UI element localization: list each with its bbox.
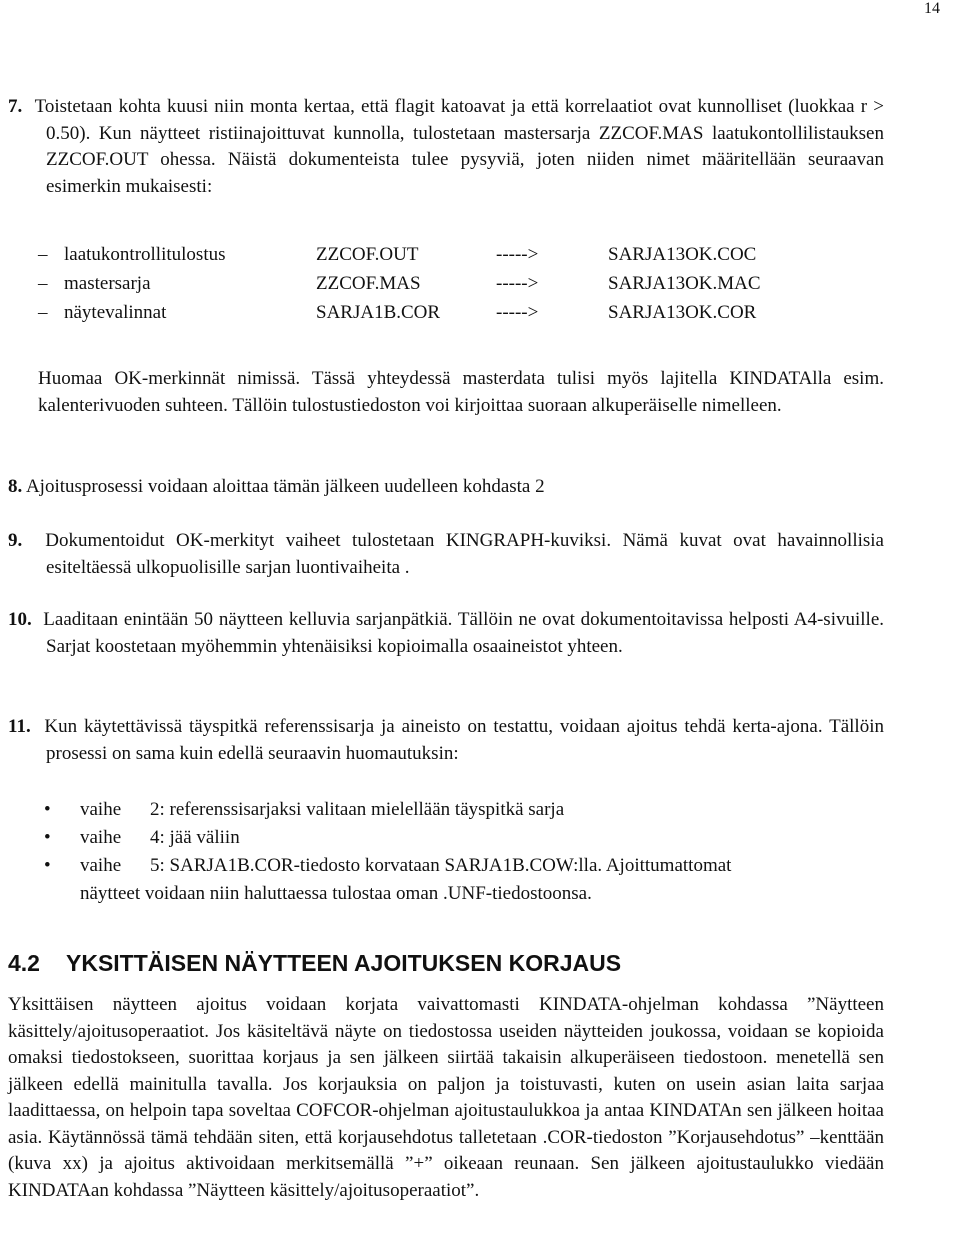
file-label: laatukontrollitulostus [64,244,226,265]
bullet-word: vaihe [80,855,122,876]
file-source: ZZCOF.MAS [316,273,421,294]
file-arrow: -----> [496,302,539,323]
step-9-text: Dokumentoidut OK-merkityt vaiheet tulostetaan KINGRAPH-kuviksi. Nämä kuvat ovat havainnollisia esiteltäessä ulkopuolisille sarjan luontivaiheita . [45,530,884,578]
file-name-table [38,244,798,331]
list-item [44,852,884,880]
section-number: 4.2 [8,950,40,976]
bullet-icon: • [44,855,51,876]
dash-marker: – [38,244,48,265]
step-7-text: Toistetaan kohta kuusi niin monta kertaa, että flagit katoavat ja että korrelaatiot ovat kunnolliset (luokkaa r > 0.50). Kun näytteet ristiinajoittuvat kunnolla, tulostetaan mastersarja ZZCOF.MAS laatukontollilistauksen ZZCOF.OUT ohessa. Näistä dokumenteista tulee pysyviä, joten niiden nimet määritellään seuraavan esimerkin mukaisesti: [34,96,884,197]
bullet-continuation: näytteet voidaan niin haluttaessa tulostaa oman .UNF-tiedostoonsa. [80,883,592,904]
section-body: Yksittäisen näytteen ajoitus voidaan korjata vaivattomasti KINDATA-ohjelman kohdassa ”Näytteen käsittely/ajoitusoperaatiot. Jos käsiteltävä näyte on tiedostossa useiden näytteiden joukossa, voidaan se kopioida omaksi tiedostokseen, suorittaa korjaus ja sen jälkeen siirtää takaisin alkuperäiseen tiedostoon. menetellä sen jälkeen edellä mainitulla tavalla. Jos korjauksia on paljon ja toistuvasti, kuten on usein asian laita sarjaa laadittaessa, on helpoin tapa soveltaa COFCOR-ohjelman ajoitustaulukkoa ja antaa KINDATAn sen jälkeen hoitaa asia. Käytännössä tämä tehdään siten, että korjausehdotus talletetaan .COR-tiedoston ”Korjausehdotus” –kenttään (kuva xx) ja ajoitus aktivoidaan merkitsemällä ”+” oikeaan reunaan. Sen jälkeen ajoitustaulukko viedään KINDATAan kohdassa ”Näytteen käsittely/ajoitusoperaatiot”. [8,994,884,1201]
step-9-number: 9. [8,530,23,551]
step-10 [8,607,884,660]
step-11 [8,714,884,767]
bullet-text: 5: SARJA1B.COR-tiedosto korvataan SARJA1B.COW:lla. Ajoittumattomat [150,855,732,876]
file-source: ZZCOF.OUT [316,244,419,265]
file-target: SARJA13OK.COR [608,302,757,323]
file-target: SARJA13OK.COC [608,244,757,265]
step-8-number: 8. [8,476,23,497]
file-source: SARJA1B.COR [316,302,441,323]
bullet-list [44,796,884,908]
bullet-icon: • [44,799,51,820]
file-row [38,273,798,302]
list-item [44,824,884,852]
ok-note: Huomaa OK-merkinnät nimissä. Tässä yhteydessä masterdata tulisi myös lajitella KINDATAlla esim. kalenterivuoden suhteen. Tällöin tulostustiedoston voi kirjoittaa suoraan alkuperäiselle nimelleen. [38,368,884,416]
page-number: 14 [924,0,940,17]
section-title: YKSITTÄISEN NÄYTTEEN AJOITUKSEN KORJAUS [66,950,622,976]
file-row [38,244,798,273]
section-heading [8,950,621,977]
file-label: näytevalinnat [64,302,167,323]
file-arrow: -----> [496,273,539,294]
step-10-number: 10. [8,609,32,630]
file-arrow: -----> [496,244,539,265]
bullet-word: vaihe [80,799,122,820]
list-item [44,796,884,824]
step-11-number: 11. [8,716,31,737]
dash-marker: – [38,302,48,323]
bullet-word: vaihe [80,827,122,848]
file-target: SARJA13OK.MAC [608,273,761,294]
bullet-icon: • [44,827,51,848]
step-10-text: Laaditaan enintään 50 näytteen kelluvia sarjanpätkiä. Tällöin ne ovat dokumentoitavissa helposti A4-sivuille. Sarjat koostetaan myöhemmin yhtenäisiksi kopioimalla osaaineistot yhteen. [43,609,885,657]
dash-marker: – [38,273,48,294]
bullet-text: 4: jää väliin [150,827,240,848]
file-row [38,302,798,331]
step-8 [8,474,884,501]
file-label: mastersarja [64,273,151,294]
step-7 [8,94,884,200]
bullet-text: 2: referenssisarjaksi valitaan mielellään täyspitkä sarja [150,799,565,820]
step-11-text: Kun käytettävissä täyspitkä referenssisarja ja aineisto on testattu, voidaan ajoitus tehdä kerta-ajona. Tällöin prosessi on sama kuin edellä seuraavin huomautuksin: [44,716,884,764]
step-8-text: Ajoitusprosessi voidaan aloittaa tämän jälkeen uudelleen kohdasta 2 [25,476,545,497]
step-7-number: 7. [8,96,23,117]
step-9 [8,528,884,581]
